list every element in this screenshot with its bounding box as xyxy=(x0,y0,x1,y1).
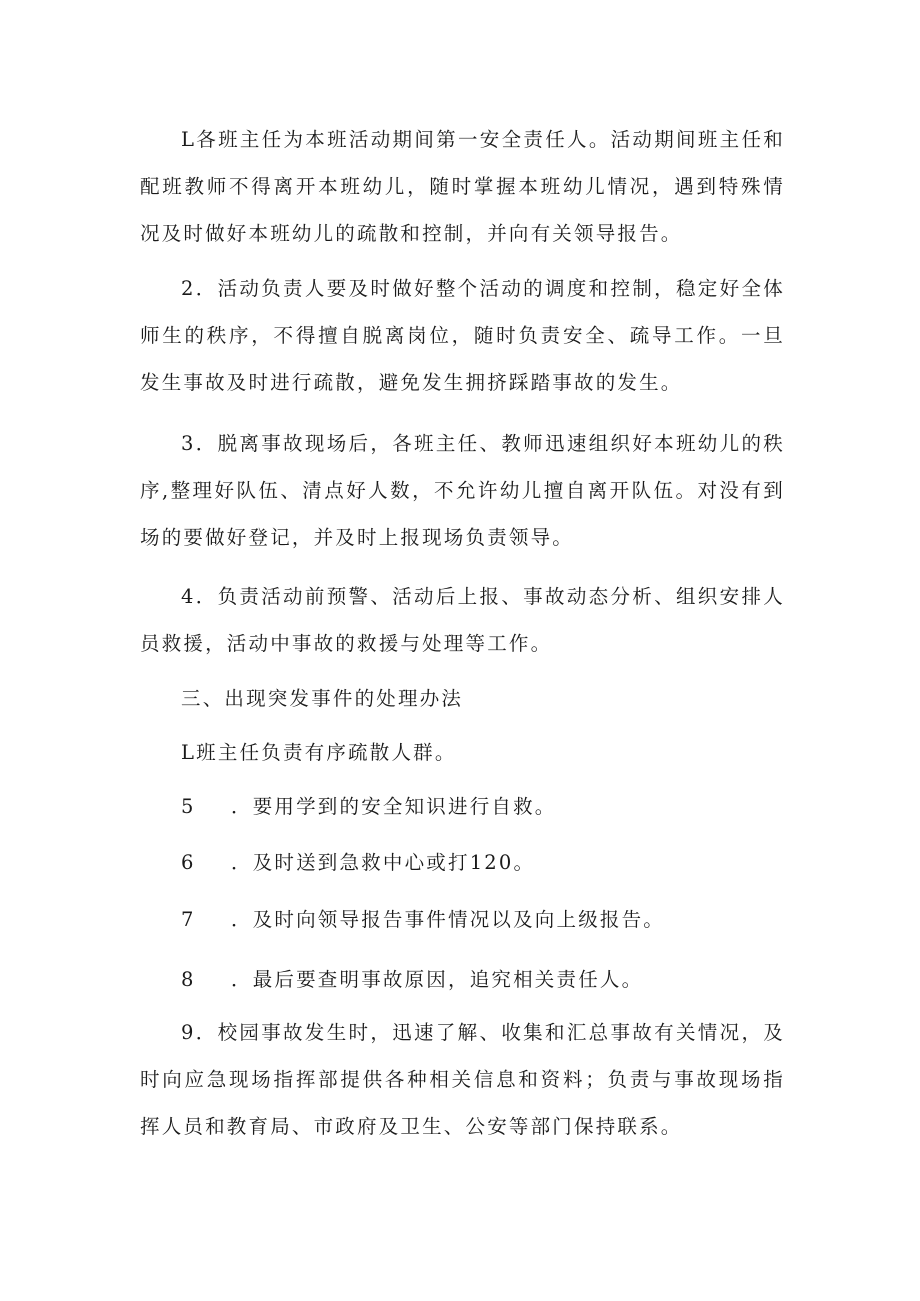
list-item-number: 8 xyxy=(181,968,196,991)
section-heading: 三、出现突发事件的处理办法 xyxy=(181,687,464,710)
paragraph-4: 4．负责活动前预警、活动后上报、事故动态分析、组织安排人员救援，活动中事故的救援与处理等工作。 xyxy=(140,585,785,655)
paragraph-2: 2．活动负责人要及时做好整个活动的调度和控制，稳定好全体师生的秩序，不得擅自脱离岗位，随时负责安全、疏导工作。一旦发生事故及时进行疏散，避免发生拥挤踩踏事故的发生。 xyxy=(140,277,785,394)
list-item xyxy=(181,965,643,995)
list-item-text: ．要用学到的安全知识进行自救。 xyxy=(231,795,557,818)
list-item xyxy=(181,792,557,822)
list-item-text: ．及时向领导报告事件情况以及向上级报告。 xyxy=(231,908,666,931)
paragraph-1: L各班主任为本班活动期间第一安全责任人。活动期间班主任和配班教师不得离开本班幼儿，随时掌握本班幼儿情况，遇到特殊情况及时做好本班幼儿的疏散和控制，并向有关领导报告。 xyxy=(140,128,785,245)
list-item-l: L班主任负责有序疏散人群。 xyxy=(181,741,457,764)
list-item xyxy=(181,848,535,878)
paragraph-final: 9．校园事故发生时，迅速了解、收集和汇总事故有关情况，及时向应急现场指挥部提供各种相关信息和资料；负责与事故现场指挥人员和教育局、市政府及卫生、公安等部门保持联系。 xyxy=(140,1021,785,1138)
list-item-text: ．最后要查明事故原因，追究相关责任人。 xyxy=(231,968,644,991)
list-item-number: 7 xyxy=(181,908,196,931)
list-item xyxy=(181,905,665,935)
paragraph-3: 3．脱离事故现场后，各班主任、教师迅速组织好本班幼儿的秩序,整理好队伍、清点好人数，不允许幼儿擅自离开队伍。对没有到场的要做好登记，并及时上报现场负责领导。 xyxy=(140,432,785,549)
list-item-text: ．及时送到急救中心或打120。 xyxy=(231,851,536,874)
list-item-number: 6 xyxy=(181,851,196,874)
list-item-number: 5 xyxy=(181,795,196,818)
